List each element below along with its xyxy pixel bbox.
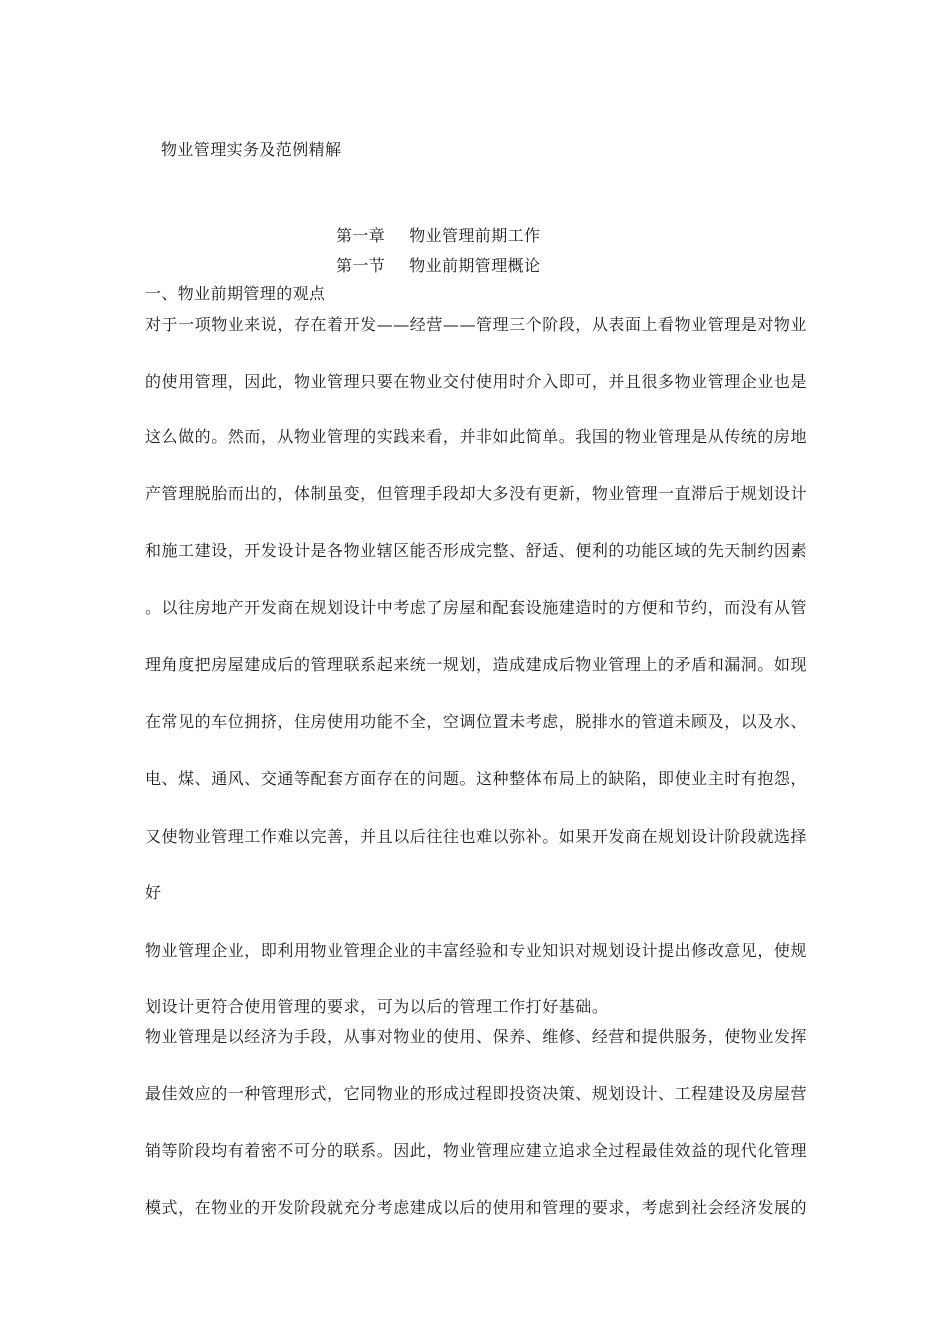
body-line: 产管理脱胎而出的，体制虽变，但管理手段却大多没有更新，物业管理一直滞后于规划设计	[145, 484, 808, 503]
body-line: 理角度把房屋建成后的管理联系起来统一规划，造成建成后物业管理上的矛盾和漏洞。如现	[145, 655, 808, 674]
section-name: 物业前期管理概论	[409, 256, 541, 275]
body-line: 又使物业管理工作难以完善，并且以后往往也难以弥补。如果开发商在规划设计阶段就选择	[145, 827, 808, 846]
body-line: 。以往房地产开发商在规划设计中考虑了房屋和配套设施建造时的方便和节约，而没有从管	[145, 598, 808, 617]
chapter-heading	[336, 225, 540, 247]
document-title: 物业管理实务及范例精解	[161, 140, 342, 159]
body-line: 电、煤、通风、交通等配套方面存在的问题。这种整体布局上的缺陷，即使业主时有抱怨，	[145, 769, 808, 788]
section-heading	[336, 255, 540, 277]
body-line: 的使用管理，因此，物业管理只要在物业交付使用时介入即可，并且很多物业管理企业也是	[145, 372, 808, 391]
section-number: 第一节	[336, 256, 386, 275]
body-line: 物业管理企业，即利用物业管理企业的丰富经验和专业知识对规划设计提出修改意见，使规	[145, 941, 808, 960]
chapter-name: 物业管理前期工作	[409, 226, 541, 245]
subsection-heading: 一、物业前期管理的观点	[145, 284, 326, 303]
body-line: 划设计更符合使用管理的要求，可为以后的管理工作打好基础。	[145, 997, 609, 1016]
body-line: 物业管理是以经济为手段，从事对物业的使用、保养、维修、经营和提供服务，使物业发挥	[145, 1027, 808, 1046]
body-line: 这么做的。然而，从物业管理的实践来看，并非如此简单。我国的物业管理是从传统的房地	[145, 427, 808, 446]
chapter-number: 第一章	[336, 226, 386, 245]
body-line: 销等阶段均有着密不可分的联系。因此，物业管理应建立追求全过程最佳效益的现代化管理	[145, 1141, 808, 1160]
body-line: 和施工建设，开发设计是各物业辖区能否形成完整、舒适、便利的功能区域的先天制约因素	[145, 541, 808, 560]
body-line: 在常见的车位拥挤，住房使用功能不全，空调位置未考虑，脱排水的管道未顾及，以及水、	[145, 712, 808, 731]
body-line: 对于一项物业来说，存在着开发——经营——管理三个阶段，从表面上看物业管理是对物业	[145, 315, 808, 334]
body-line: 模式，在物业的开发阶段就充分考虑建成以后的使用和管理的要求，考虑到社会经济发展的	[145, 1198, 808, 1217]
body-line: 最佳效应的一种管理形式，它同物业的形成过程即投资决策、规划设计、工程建设及房屋营	[145, 1084, 808, 1103]
body-line: 好	[145, 883, 162, 902]
